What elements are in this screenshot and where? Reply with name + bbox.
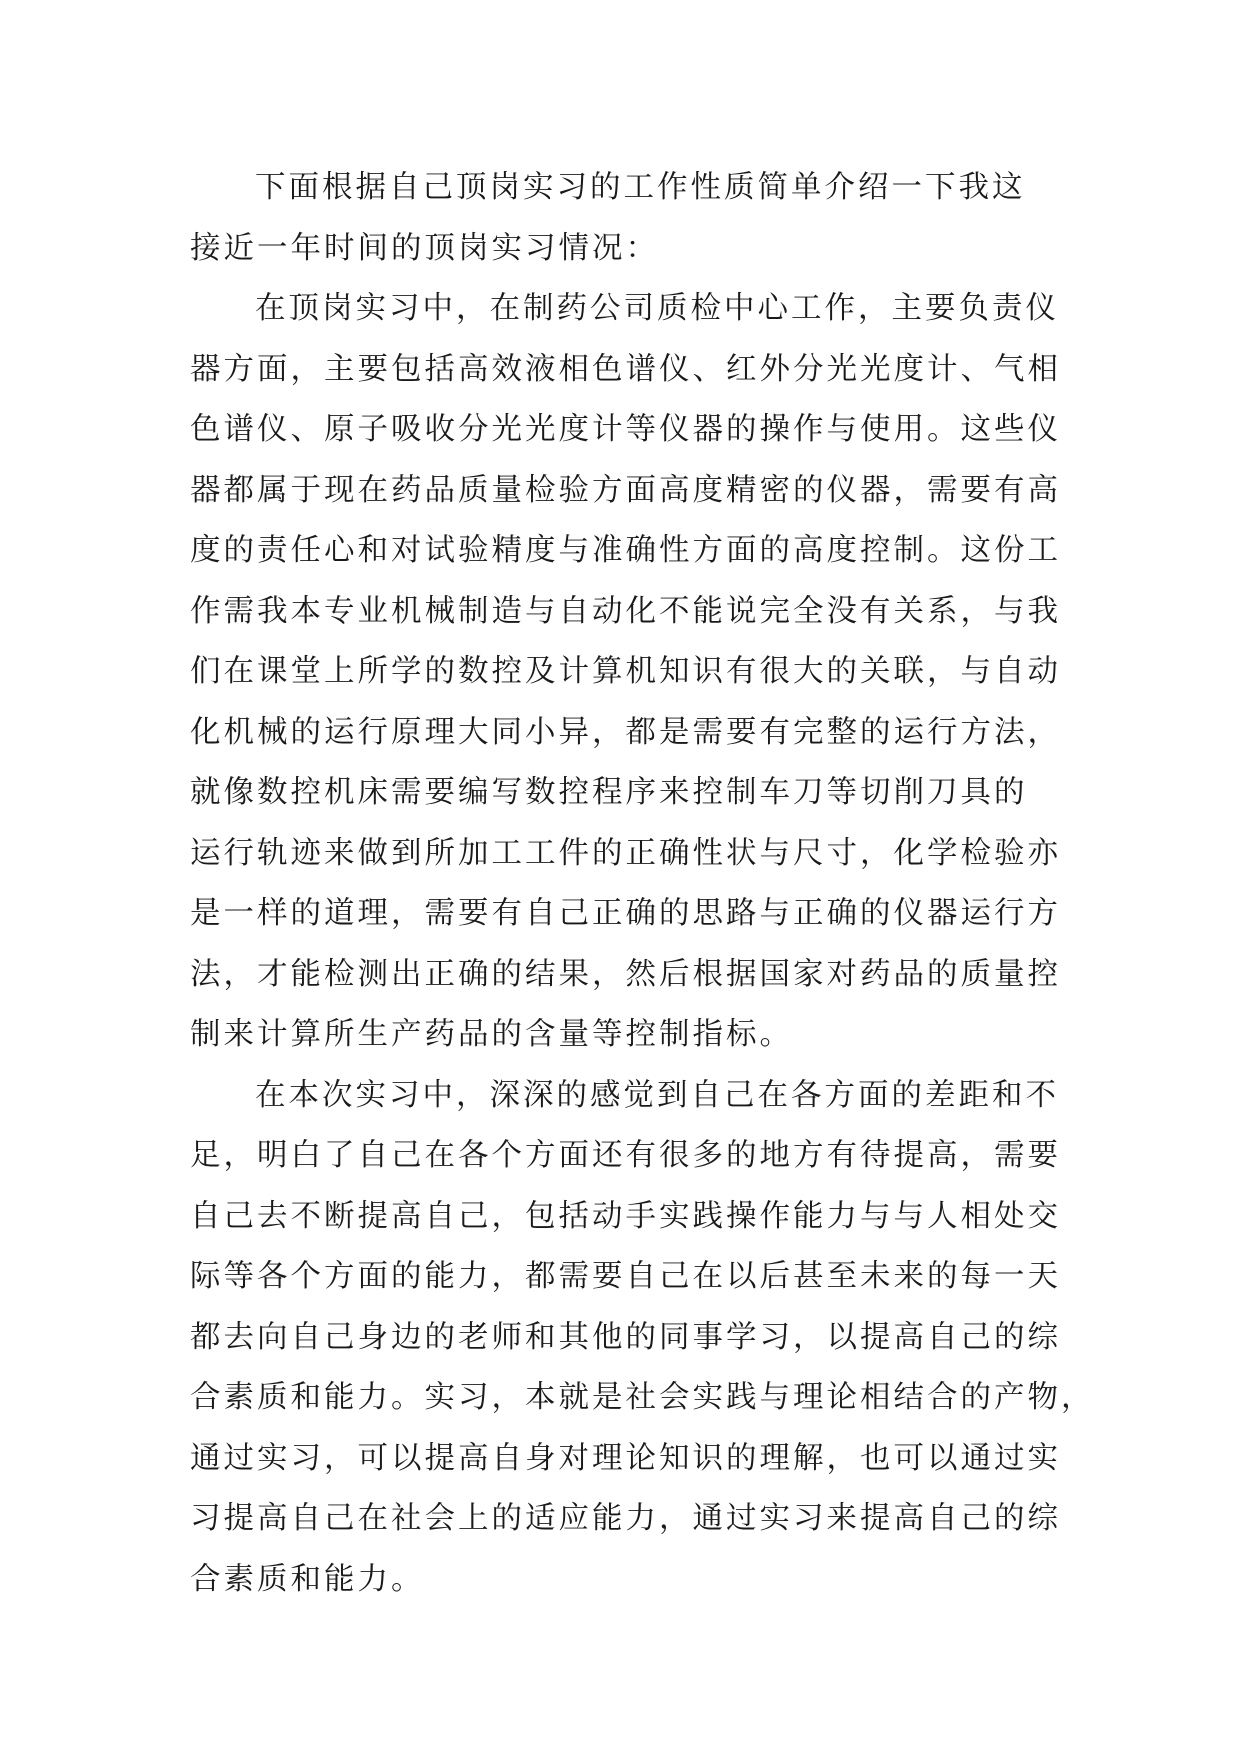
paragraph-line: 作需我本专业机械制造与自动化不能说完全没有关系，与我	[190, 593, 1061, 629]
paragraph-line: 就像数控机床需要编写数控程序来控制车刀等切削刀具的	[190, 775, 1028, 810]
paragraph-line: 合素质和能力。实习，本就是社会实践与理论相结合的产物，	[190, 1380, 1095, 1415]
paragraph-3	[190, 1066, 1095, 1611]
paragraph-line: 在本次实习中，深深的感觉到自己在各方面的差距和不	[255, 1077, 1059, 1113]
paragraph-line: 下面根据自己顶岗实习的工作性质简单介绍一下我这	[255, 170, 1026, 205]
paragraph-line: 们在课堂上所学的数控及计算机知识有很大的关联，与自动	[190, 654, 1061, 689]
paragraph-line: 接近一年时间的顶岗实习情况：	[190, 230, 659, 266]
paragraph-line: 在顶岗实习中，在制药公司质检中心工作，主要负责仪	[255, 291, 1059, 326]
paragraph-line: 足，明白了自己在各个方面还有很多的地方有待提高，需要	[190, 1138, 1061, 1173]
paragraph-line: 通过实习，可以提高自身对理论知识的理解，也可以通过实	[190, 1440, 1061, 1476]
paragraph-1	[190, 158, 1052, 279]
paragraph-line: 度的责任心和对试验精度与准确性方面的高度控制。这份工	[190, 533, 1061, 568]
paragraph-line: 运行轨迹来做到所加工工件的正确性状与尺寸，化学检验亦	[190, 835, 1061, 871]
paragraph-line: 器都属于现在药品质量检验方面高度精密的仪器，需要有高	[190, 472, 1061, 508]
paragraph-2	[190, 279, 1061, 1066]
paragraph-line: 制来计算所生产药品的含量等控制指标。	[190, 1017, 793, 1052]
paragraph-line: 习提高自己在社会上的适应能力，通过实习来提高自己的综	[190, 1501, 1061, 1536]
paragraph-line: 是一样的道理，需要有自己正确的思路与正确的仪器运行方	[190, 896, 1061, 931]
paragraph-line: 法，才能检测出正确的结果，然后根据国家对药品的质量控	[190, 956, 1061, 992]
paragraph-line: 都去向自己身边的老师和其他的同事学习，以提高自己的综	[190, 1319, 1061, 1355]
paragraph-line: 合素质和能力。	[190, 1561, 425, 1597]
paragraph-line: 化机械的运行原理大同小异，都是需要有完整的运行方法，	[190, 714, 1061, 750]
paragraph-line: 器方面，主要包括高效液相色谱仪、红外分光光度计、气相	[190, 351, 1061, 387]
paragraph-line: 自己去不断提高自己，包括动手实践操作能力与与人相处交	[190, 1198, 1061, 1234]
paragraph-line: 色谱仪、原子吸收分光光度计等仪器的操作与使用。这些仪	[190, 412, 1061, 447]
paragraph-line: 际等各个方面的能力，都需要自己在以后甚至未来的每一天	[190, 1259, 1061, 1294]
document-body	[190, 158, 1095, 1610]
